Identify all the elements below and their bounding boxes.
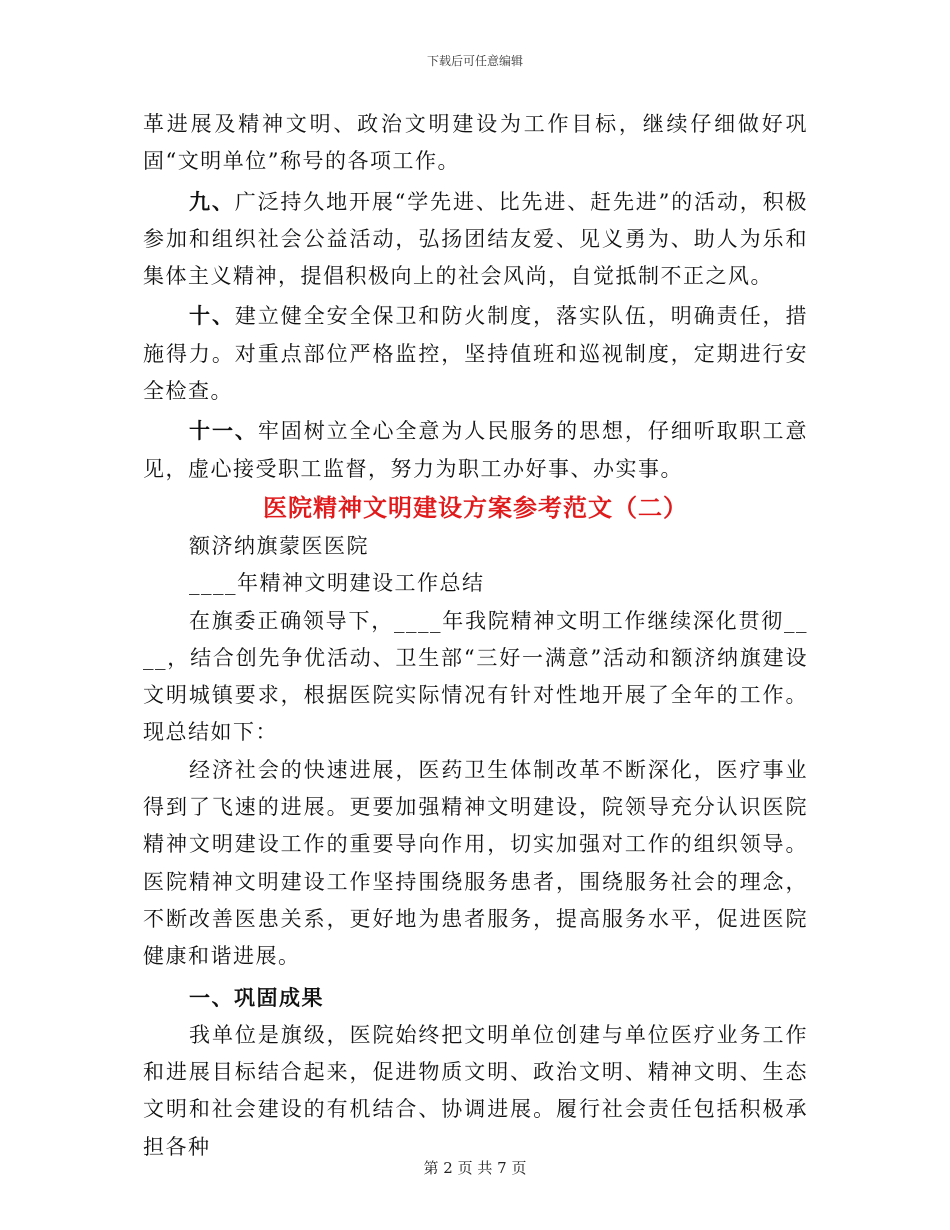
paragraph-intro: 在旗委正确领导下，____年我院精神文明工作继续深化贯彻____，结合创先争优活动、卫生部“三好一满意”活动和额济纳旗建设文明城镇要求，根据医院实际情况有针对性地开展了全年的工作。现总结如下：: [143, 608, 808, 745]
item-eleven: [143, 412, 808, 488]
item-eleven-lead: 十一、: [189, 418, 258, 444]
paragraph-economy: 经济社会的快速进展，医药卫生体制改革不断深化，医疗事业得到了飞速的进展。更要加强精神文明建设，院领导充分认识医院精神文明建设工作的重要导向作用，切实加强对工作的组织领导。医院精神文明建设工作坚持围绕服务患者，围绕服务社会的理念，不断改善医患关系，更好地为患者服务，提高服务水平，促进医院健康和谐进展。: [143, 757, 808, 969]
item-nine-lead: 九、: [189, 188, 235, 214]
page-header: 下载后可任意编辑: [426, 54, 523, 68]
item-eleven-text: 牢固树立全心全意为人民服务的思想，仔细听取职工意见，虚心接受职工监督，努力为职工办好事、办实事。: [143, 419, 808, 481]
paragraph-continued: 革进展及精神文明、政治文明建设为工作目标，继续仔细做好巩固“文明单位”称号的各项工作。: [143, 112, 808, 174]
org-name: 额济纳旗蒙医医院: [189, 533, 369, 558]
document-body: [143, 106, 808, 1166]
heading-consolidate: 一、巩固成果: [189, 985, 324, 1010]
item-ten-text: 建立健全安全保卫和防火制度，落实队伍，明确责任，措施得力。对重点部位严格监控，坚持值班和巡视制度，定期进行安全检查。: [143, 304, 809, 404]
paragraph-unit: 我单位是旗级，医院始终把文明单位创建与单位医疗业务工作和进展目标结合起来，促进物质文明、政治文明、精神文明、生态文明和社会建设的有机结合、协调进展。履行社会责任包括积极承担各种: [143, 1022, 808, 1159]
item-nine-text: 广泛持久地开展“学先进、比先进、赶先进”的活动，积极参加和组织社会公益活动，弘扬团结友爱、见义勇为、助人为乐和集体主义精神，提倡积极向上的社会风尚，自觉抵制不正之风。: [143, 189, 808, 289]
item-nine: [143, 183, 808, 296]
item-ten-lead: 十、: [189, 303, 235, 329]
section-title: 医院精神文明建设方案参考范文（二）: [263, 493, 688, 522]
item-ten: [143, 297, 808, 410]
page-footer: 第 2 页 共 7 页: [423, 1159, 527, 1177]
report-title: ____年精神文明建设工作总结: [189, 571, 485, 596]
